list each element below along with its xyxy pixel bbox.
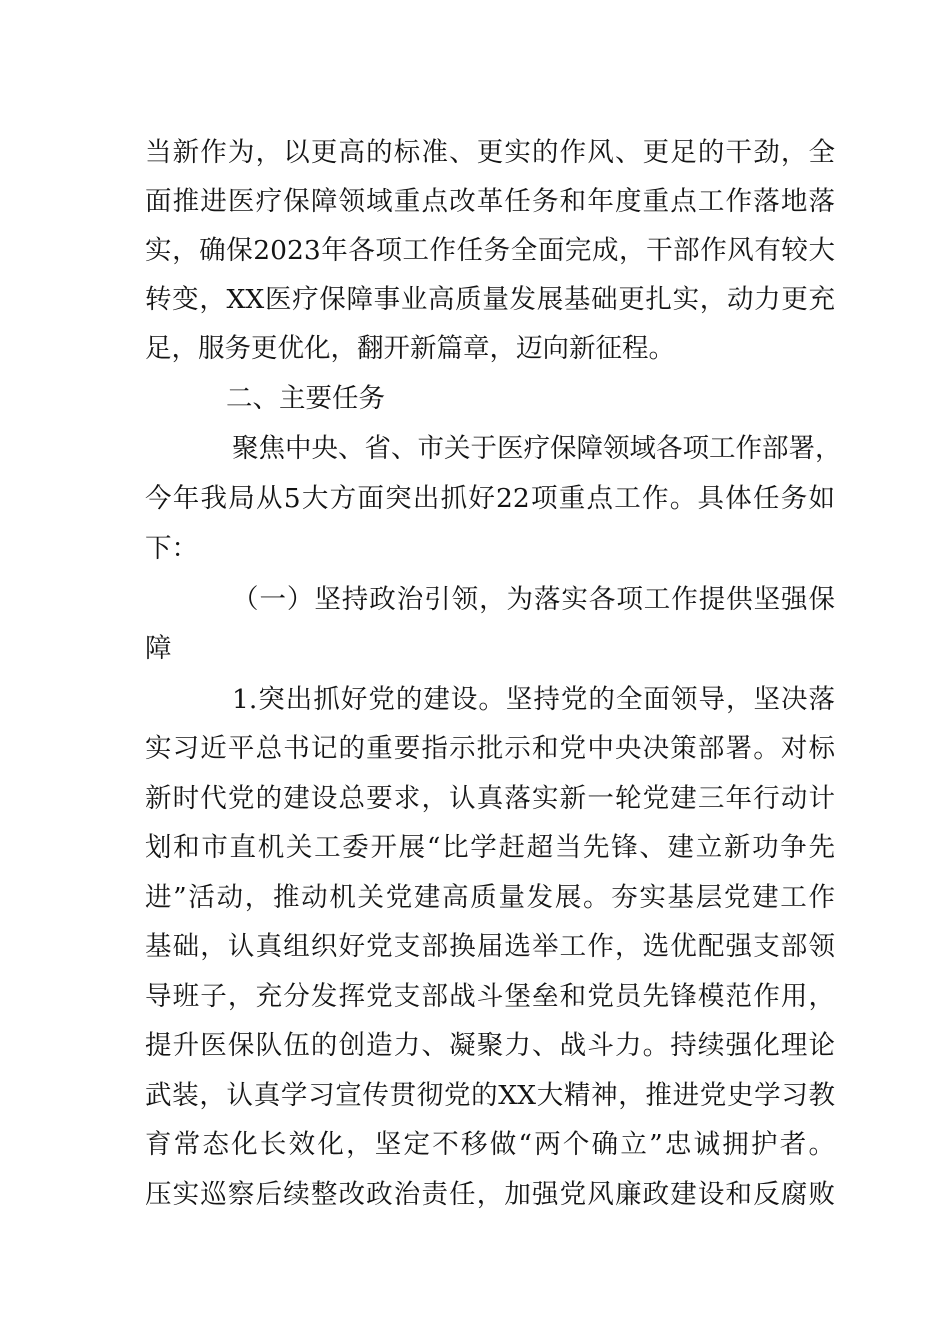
paragraph-line: 育常态化长效化，坚定不移做“两个确立”忠诚拥护者。 [145,1129,835,1160]
paragraph-line: 基础，认真组织好党支部换届选举工作，选优配强支部领 [145,931,835,962]
paragraph-line: 武装，认真学习宣传贯彻党的XX大精神，推进党史学习教 [145,1080,835,1111]
paragraph-line: 划和市直机关工委开展“比学赶超当先锋、建立新功争先 [145,832,835,863]
paragraph-line: 1.突出抓好党的建设。坚持党的全面领导，坚决落 [232,684,835,715]
paragraph-line: 实，确保2023年各项工作任务全面完成，干部作风有较大 [145,235,835,266]
subsection-heading: （一）坚持政治引领，为落实各项工作提供坚强保 [232,584,835,615]
paragraph-line: 面推进医疗保障领域重点改革任务和年度重点工作落地落 [145,186,835,217]
paragraph-line: 转变，XX医疗保障事业高质量发展基础更扎实，动力更充 [145,284,835,315]
paragraph-line: 足，服务更优化，翻开新篇章，迈向新征程。 [145,333,675,364]
paragraph-line: 今年我局从5大方面突出抓好22项重点工作。具体任务如 [145,483,835,514]
paragraph-line: 下： [145,533,198,564]
paragraph-line: 当新作为，以更高的标准、更实的作风、更足的干劲，全 [145,137,835,168]
paragraph-line: 压实巡察后续整改政治责任，加强党风廉政建设和反腐败 [145,1179,835,1210]
paragraph-line: 聚焦中央、省、市关于医疗保障领域各项工作部署， [232,433,842,464]
paragraph-line: 进”活动，推动机关党建高质量发展。夯实基层党建工作 [145,882,835,913]
subsection-heading-cont: 障 [145,633,172,664]
section-heading: 二、主要任务 [226,383,385,414]
paragraph-line: 实习近平总书记的重要指示批示和党中央决策部署。对标 [145,733,835,764]
paragraph-line: 新时代党的建设总要求，认真落实新一轮党建三年行动计 [145,783,835,814]
paragraph-line: 导班子，充分发挥党支部战斗堡垒和党员先锋模范作用， [145,981,835,1012]
paragraph-line: 提升医保队伍的创造力、凝聚力、战斗力。持续强化理论 [145,1030,835,1061]
